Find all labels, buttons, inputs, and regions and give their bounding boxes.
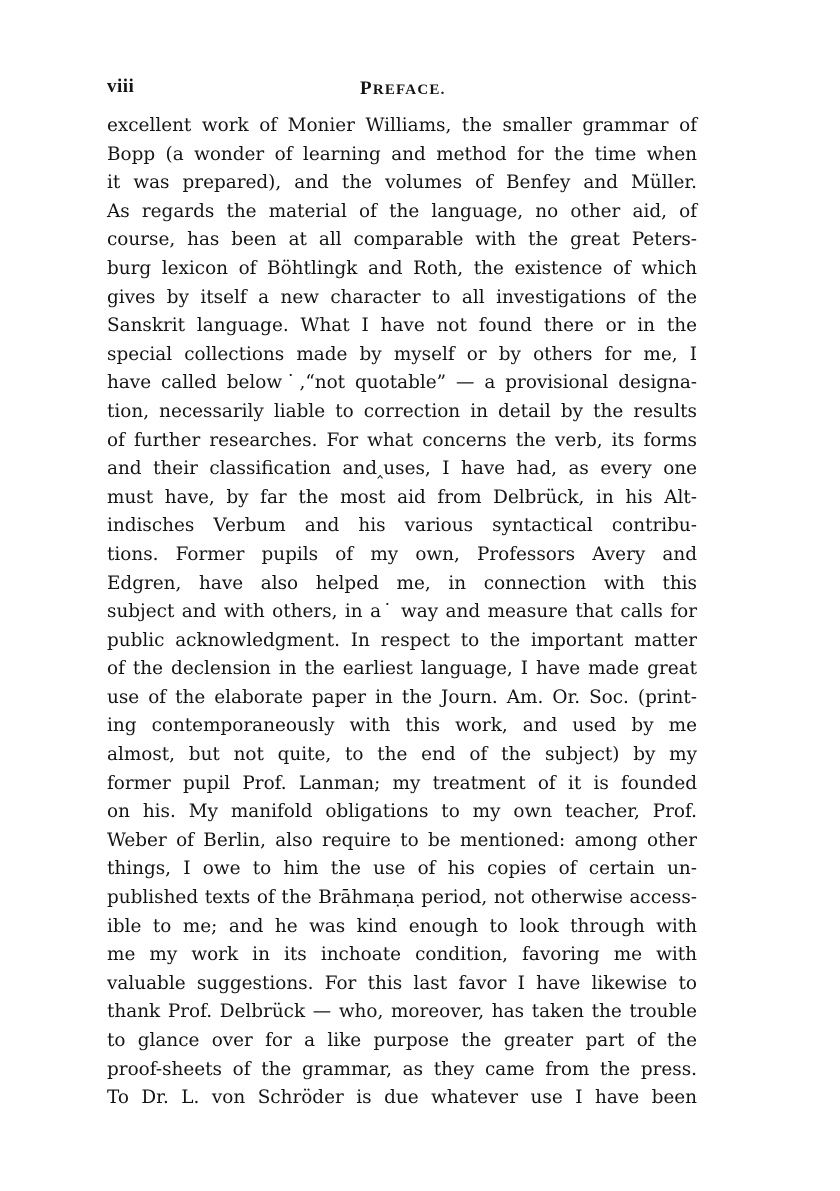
- text-line: have called below˙,“not quotable” — a provisional designa-: [107, 372, 697, 394]
- text-line: excellent work of Monier Williams, the smaller grammar of: [107, 115, 697, 136]
- text-line: former pupil Prof. Lanman; my treatment of it is founded: [107, 772, 697, 794]
- text-line: must have, by far the most aid from Delbrück, in his Alt-: [107, 486, 697, 508]
- running-title-initial: P: [360, 78, 373, 99]
- text-line: to glance over for a like purpose the greater part of the: [107, 1030, 697, 1051]
- text-line: subject and with others, in a˙ way and measure that calls for: [107, 601, 697, 623]
- text-line: Edgren, have also helped me, in connection with this: [107, 572, 697, 594]
- text-line: burg lexicon of Böhtlingk and Roth, the existence of which: [107, 257, 697, 279]
- text-line: Bopp (a wonder of learning and method for the time when: [107, 143, 697, 165]
- text-line: of the declension in the earliest language, I have made great: [107, 658, 697, 680]
- text-line: public acknowledgment. In respect to the important matter: [107, 629, 697, 651]
- text-line: and their classification and‸uses, I have had, as every one: [107, 458, 697, 480]
- text-line: me my work in its inchoate condition, favoring me with: [107, 944, 697, 966]
- text-line: gives by itself a new character to all investigations of the: [107, 286, 697, 308]
- text-line: almost, but not quite, to the end of the subject) by my: [107, 744, 697, 766]
- text-line: tions. Former pupils of my own, Professors Avery and: [107, 543, 697, 565]
- text-line: published texts of the Brāhmaṇa period, not otherwise access-: [107, 887, 697, 909]
- text-line: proof-sheets of the grammar, as they came from the press.: [107, 1058, 697, 1080]
- text-line: on his. My manifold obligations to my own teacher, Prof.: [107, 801, 697, 823]
- text-line: of further researches. For what concerns the verb, its forms: [107, 429, 697, 451]
- text-line: indisches Verbum and his various syntactical contribu-: [107, 515, 697, 537]
- page-number: viii: [107, 76, 135, 97]
- body-paragraph: [107, 112, 697, 1113]
- running-title: [360, 78, 446, 100]
- text-line: things, I owe to him the use of his copies of certain un-: [107, 858, 697, 880]
- text-line: thank Prof. Delbrück — who, moreover, has taken the trouble: [107, 1001, 697, 1023]
- text-line: Weber of Berlin, also require to be mentioned: among other: [107, 829, 697, 851]
- text-line: it was prepared), and the volumes of Benfey and Müller.: [107, 172, 697, 194]
- text-line: course, has been at all comparable with the great Peters-: [107, 229, 697, 251]
- running-title-rest: REFACE.: [372, 82, 446, 98]
- text-line: ible to me; and he was kind enough to look through with: [107, 915, 697, 937]
- text-line: ing contemporaneously with this work, and used by me: [107, 715, 697, 737]
- text-line: As regards the material of the language, no other aid, of: [107, 200, 697, 222]
- text-line: valuable suggestions. For this last favor I have likewise to: [107, 972, 697, 994]
- text-line: special collections made by myself or by others for me, I: [107, 343, 697, 365]
- text-line: Sanskrit language. What I have not found there or in the: [107, 315, 697, 337]
- text-line: use of the elaborate paper in the Journ. Am. Or. Soc. (print-: [107, 686, 697, 708]
- running-head: [107, 76, 697, 100]
- text-line: To Dr. L. von Schröder is due whatever use I have been: [107, 1087, 697, 1109]
- text-line: tion, necessarily liable to correction in detail by the results: [107, 400, 697, 422]
